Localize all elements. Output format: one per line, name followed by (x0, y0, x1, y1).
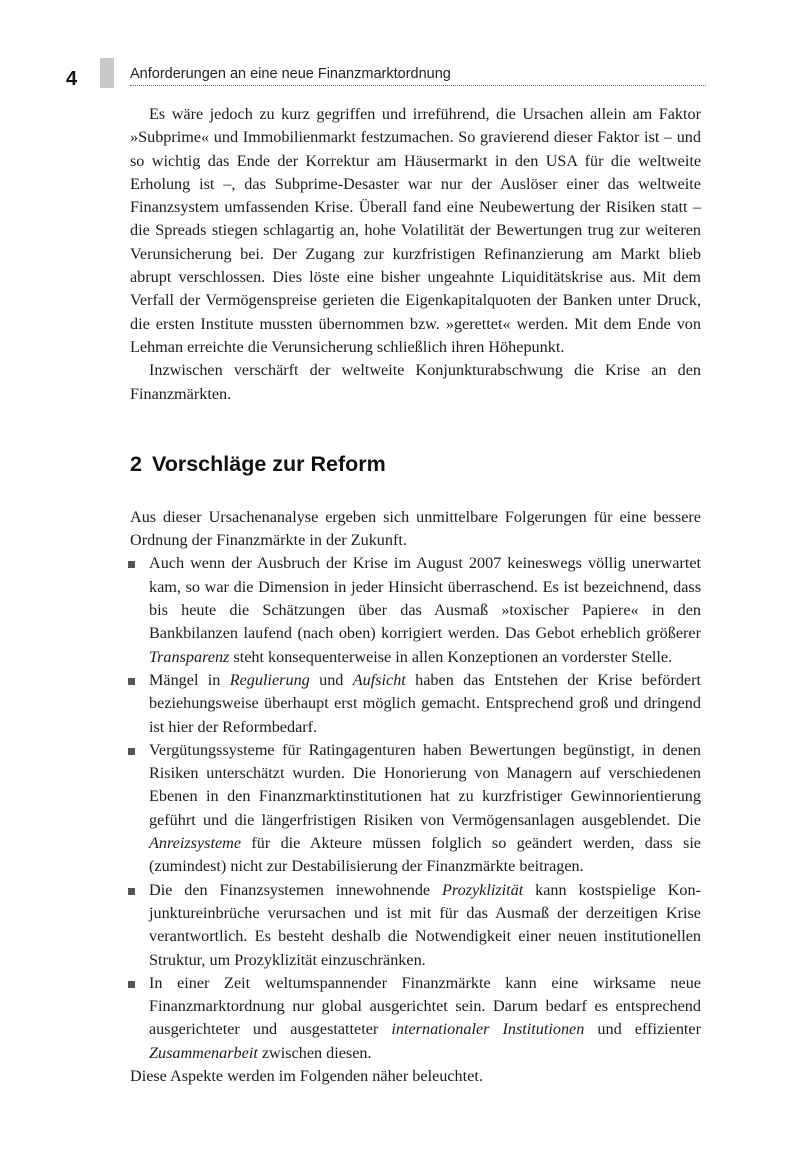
header-marker-bar (100, 58, 114, 88)
list-item: In einer Zeit weltumspannender Finanzmärkte kann eine wirksame neue Finanzmarktordnung nur global ausgerichtet sein. Darum bedarf es entsprechend ausgerichteter und ausgestatteter internationaler Institutionen und effizienter Zusammenarbeit zwischen diesen. (130, 972, 701, 1065)
header-dotted-rule (130, 85, 706, 86)
square-bullet-icon (128, 678, 135, 685)
emphasis: Prozyklizität (442, 880, 524, 899)
running-header (66, 58, 706, 90)
list-item: Die den Finanzsystemen innewohnende Prozyklizität kann kostspielige Konjunktureinbrüche verursachen und ist mit für das Ausmaß der derzeitigen Krise verantwortlich. Es besteht deshalb die Notwendigkeit einer neuen institutionellen Struktur, um Prozyklizität einzuschränken. (130, 879, 701, 972)
list-item: Mängel in Regulierung und Aufsicht haben das Entstehen der Krise befördert beziehungsweise überhaupt erst möglich gemacht. Entsprechend groß und dringend ist hier der Reformbedarf. (130, 669, 701, 739)
running-title: Anforderungen an eine neue Finanzmarktordnung (130, 66, 451, 82)
list-item: Auch wenn der Ausbruch der Krise im August 2007 keineswegs völlig unerwartet kam, so war die Dimension in jeder Hinsicht überraschend. Es ist bezeichnend, dass bis heute die Schätzungen über das Ausmaß »toxischer Papiere« in den Bankbilanzen laufend (nach oben) korrigiert werden. Das Gebot erheblich größerer Transparenz steht konsequenterweise in allen Konzeptionen an vorderster Stelle. (130, 552, 701, 668)
page-body (130, 103, 701, 1088)
section-title: Vorschläge zur Reform (151, 451, 386, 476)
emphasis: internationaler Institutionen (391, 1020, 585, 1039)
square-bullet-icon (128, 748, 135, 755)
section-number: 2 (130, 451, 142, 476)
section-lead-paragraph: Aus dieser Ursachenanalyse ergeben sich unmittelbare Folgerungen für eine bessere Ordnung der Finanzmärkte in der Zukunft. (130, 507, 701, 550)
emphasis: Zusammenarbeit (149, 1043, 258, 1062)
emphasis: Aufsicht (352, 670, 406, 689)
section-heading (130, 450, 701, 478)
closing-paragraph: Diese Aspekte werden im Folgenden näher beleuchtet. (130, 1066, 483, 1085)
list-item: Vergütungssysteme für Ratingagenturen haben Bewertungen begünstigt, in denen Risiken unterschätzt wurden. Die Honorierung von Managern auf verschiedenen Ebenen in den Finanzmarktinstitutionen hat zu kurzfristiger Gewinnorientierung geführt und die längerfristigen Risiken von Vermögensanlagen ausgeblendet. Die Anreizsysteme für die Akteure müssen folglich so geändert werden, dass sie (zumindest) nicht zur Destabilisierung der Finanzmärkte beitragen. (130, 739, 701, 879)
square-bullet-icon (128, 561, 135, 568)
reform-bullet-list (130, 552, 701, 1065)
body-paragraph: Inzwischen verschärft der weltweite Konjunkturabschwung die Krise an den Finanzmärkten. (130, 361, 701, 403)
emphasis: Regulierung (229, 670, 310, 689)
emphasis: Anreizsysteme (149, 834, 242, 853)
square-bullet-icon (128, 981, 135, 988)
page-number: 4 (66, 68, 78, 90)
emphasis: Transparenz (149, 647, 230, 666)
square-bullet-icon (128, 888, 135, 895)
body-paragraph: Es wäre jedoch zu kurz gegriffen und irreführend, die Ursachen allein am Faktor »Subprime« und Immobilienmarkt festzumachen. So gravierend dieser Faktor ist – und so wichtig das Ende der Korrektur am Häusermarkt in den USA für die weltweite Erholung ist –, das Subprime-Desaster war nur der Auslöser einer das weltweite Finanzsystem umfassenden Krise. Überall fand eine Neubewertung der Risiken statt – die Spreads stiegen schlagartig an, hohe Volatilität der Bewertungen trug zur weiteren Verunsicherung bei. Der Zugang zur kurzfristigen Refinanzierung am Markt blieb abrupt verschlossen. Dies löste eine bisher ungeahnte Liquiditätskrise aus. Mit dem Verfall der Vermögenspreise gerieten die Eigenkapitalquoten der Banken unter Druck, die ersten Institute mussten übernommen bzw. »gerettet« werden. Mit dem Ende von Lehman erreichte die Verunsicherung schließlich ihren Höhepunkt. (130, 105, 701, 356)
